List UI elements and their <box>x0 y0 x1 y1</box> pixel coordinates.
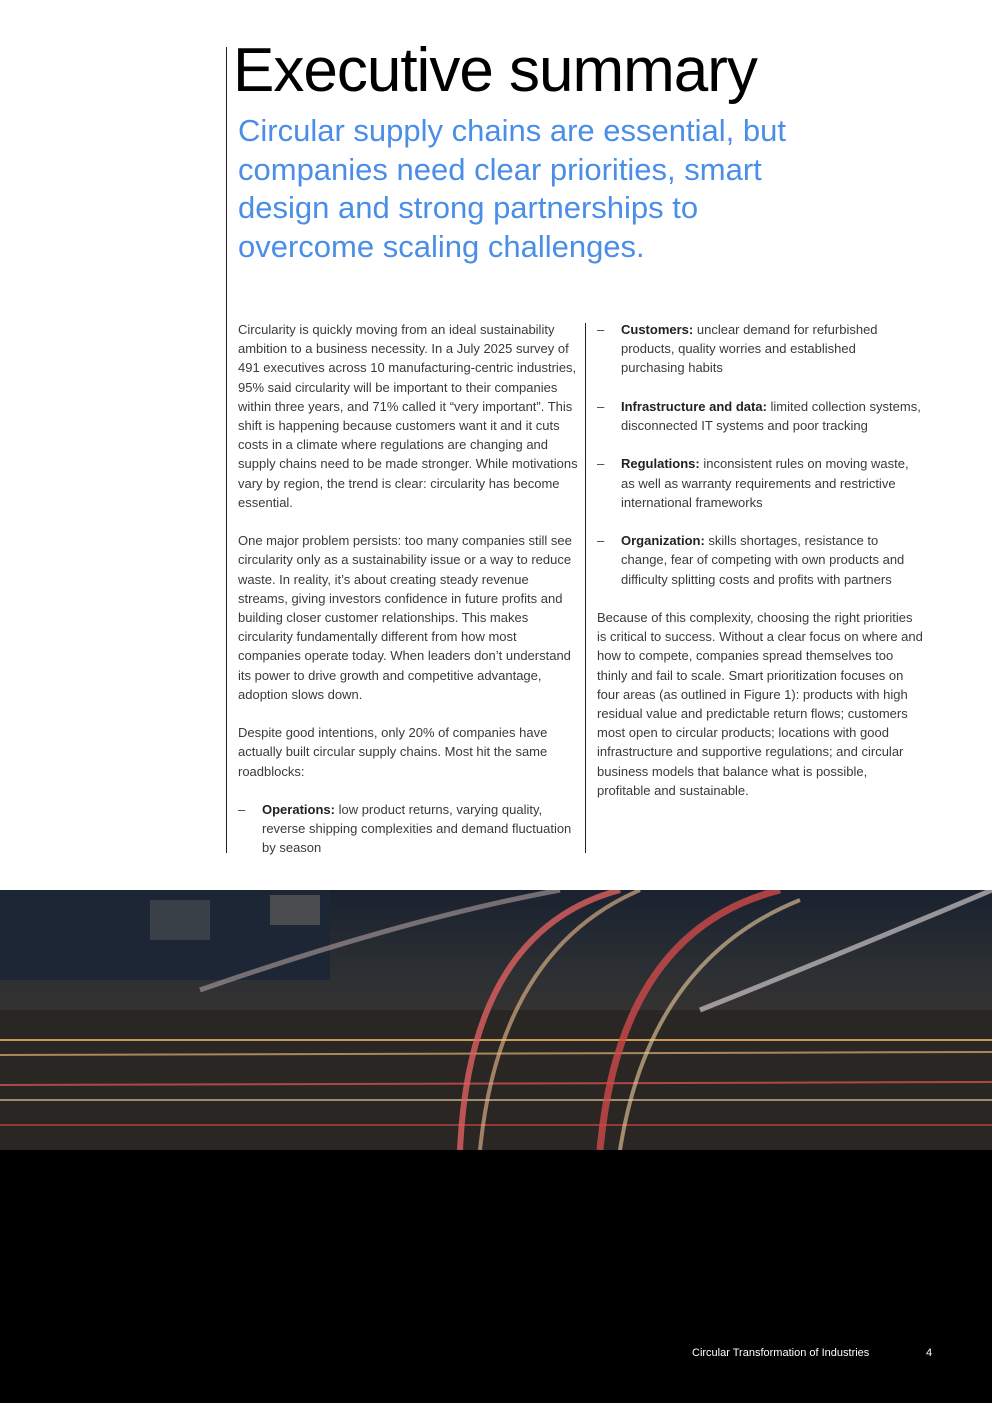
list-item <box>597 454 923 512</box>
column-1 <box>238 320 578 877</box>
paragraph: Because of this complexity, choosing the right priorities is critical to success. Without a clear focus on where and how to compete, companies spread themselves too thinly and fail to scale. Smart prioritization focuses on four areas (as outlined in Figure 1): products with high residual value and predictable return flows; customers most open to circular products; locations with good infrastructure and supportive regulations; and circular business models that balance what is possible, profitable and sustainable. <box>597 609 923 798</box>
column-divider <box>585 323 586 853</box>
column-2 <box>597 320 923 819</box>
bullet-text: skills shortages, resistance to change, fear of competing with own products and difficulty splitting costs and profits with partners <box>621 533 905 587</box>
left-rule <box>226 47 227 853</box>
list-item <box>597 531 923 589</box>
bullet-text: inconsistent rules on moving waste, as well as warranty requirements and restrictive international frameworks <box>621 456 909 510</box>
bullet-term: Operations: <box>262 802 335 818</box>
list-item <box>597 320 923 378</box>
list-item <box>238 800 578 858</box>
page-title: Executive summary <box>233 36 757 105</box>
highway-illustration <box>0 890 992 1150</box>
list-item <box>597 397 923 435</box>
bullet-term: Regulations: <box>621 456 700 472</box>
footer-title: Circular Transformation of Industries <box>692 1347 870 1359</box>
bullet-term: Organization: <box>621 533 705 549</box>
page-number: 4 <box>926 1347 933 1359</box>
highway-night-photo <box>0 890 992 1150</box>
paragraph: Despite good intentions, only 20% of companies have actually built circular supply chains. Most hit the same roadblocks: <box>238 725 548 779</box>
paragraph: Circularity is quickly moving from an ideal sustainability ambition to a business necessity. In a July 2025 survey of 491 executives across 10 manufacturing-centric industries, 95% said circularity will be important to their companies within three years, and 71% called it “very important”. This shift is happening because customers want it and it cuts costs in a climate where regulations are changing and supply chains need to be made stronger. While motivations vary by region, the trend is clear: circularity has become essential. <box>238 322 578 510</box>
dash-bullet: – <box>597 456 605 472</box>
bullet-text: low product returns, varying quality, reverse shipping complexities and demand fluctuation by season <box>262 802 572 856</box>
bullet-term: Infrastructure and data: <box>621 398 767 414</box>
dash-bullet: – <box>597 533 605 549</box>
paragraph: One major problem persists: too many companies still see circularity only as a sustainability issue or a way to reduce waste. In reality, it’s about creating steady revenue streams, giving investors confidence in future profits and building closer customer relationships. This makes circularity fundamentally different from how most companies operate today. When leaders don’t understand its power to drive growth and competitive advantage, adoption slows down. <box>238 533 572 702</box>
dash-bullet: – <box>597 398 605 414</box>
footer <box>0 1150 992 1403</box>
bullet-text: limited collection systems, disconnected IT systems and poor tracking <box>621 398 921 433</box>
bullet-text: unclear demand for refurbished products, quality worries and established purchasing habits <box>621 322 878 376</box>
dash-bullet: – <box>597 322 605 337</box>
dash-bullet: – <box>238 802 246 818</box>
bullet-term: Customers: <box>621 322 694 337</box>
subtitle: Circular supply chains are essential, but companies need clear priorities, smart design and strong partnerships to overcome scaling challenges. <box>238 113 786 264</box>
